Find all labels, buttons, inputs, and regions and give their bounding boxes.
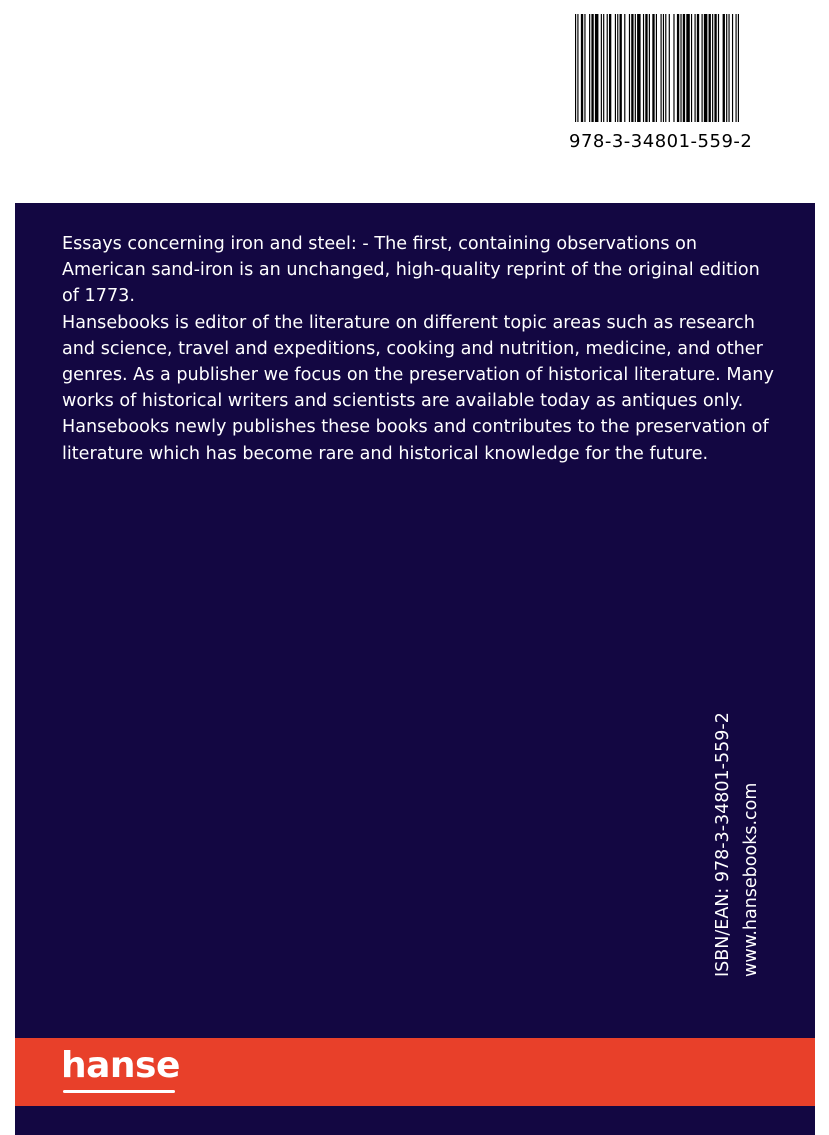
barcode-bar [581,14,583,122]
barcode-bar [718,14,719,122]
barcode-bars [575,14,739,122]
barcode-bar [575,14,576,122]
barcode-bar [656,14,657,122]
barcode-digits: 978-3-34801-559-2 [569,131,753,152]
barcode-bar [607,14,608,122]
barcode-bar [591,14,593,122]
barcode-bar [683,14,685,122]
barcode-bar [629,14,630,122]
barcode-bar [609,14,611,122]
barcode-bar [704,14,708,122]
barcode-bar [631,14,633,122]
barcode-bar [738,14,739,122]
barcode-bar [686,14,690,122]
barcode-bar [601,14,602,122]
barcode-bar [624,14,625,122]
barcode-bar [680,14,681,122]
barcode-bar [637,14,641,122]
barcode-bar [669,14,670,122]
publisher-band [15,1038,815,1106]
barcode-bar [595,14,599,122]
barcode-bar [645,14,647,122]
barcode-bar [712,14,713,122]
barcode-bar [643,14,644,122]
barcode-bar [673,14,674,122]
website-link: www.hansebooks.com [741,782,761,977]
barcode-bar [697,14,699,122]
barcode-bar [620,14,622,122]
barcode-bar [617,14,618,122]
isbn-barcode [569,14,753,154]
barcode-bar [735,14,736,122]
barcode-bar [709,14,711,122]
barcode-bar [649,14,650,122]
barcode-bar [577,14,578,122]
barcode-bar [677,14,679,122]
barcode-bar [732,14,733,122]
barcode-bar [584,14,585,122]
barcode-bar [714,14,716,122]
barcode-bar [694,14,695,122]
vertical-info [691,700,781,980]
book-description [62,231,782,467]
barcode-bar [665,14,666,122]
barcode-bar [615,14,616,122]
barcode-bar [726,14,727,122]
barcode-bar [691,14,692,122]
barcode-bar [661,14,662,122]
isbn-label: ISBN/EAN: 978-3-34801-559-2 [713,712,733,977]
barcode-bar [603,14,604,122]
cover-panel [15,203,815,1135]
barcode-bar [728,14,729,122]
description-paragraph: Essays concerning iron and steel: - The first, containing observations on American sand-iron is an unchanged, high-quality reprint of the original edition of 1773. [62,234,760,307]
barcode-bar [652,14,654,122]
barcode-bar [589,14,590,122]
hanse-logo: hanse [61,1045,180,1086]
barcode-bar [663,14,664,122]
description-paragraph: Hansebooks is editor of the literature on different topic areas such as research and science, travel and expeditions, cooking and nutrition, medicine, and other genres. As a publisher we focus on the preservation of historical literature. Many works of historical writers and scientists are available today as antiques only. Hansebooks newly publishes these books and contributes to the preservation of literature which has become rare and historical knowledge for the future. [62,312,774,464]
barcode-bar [702,14,703,122]
barcode-bar [723,14,725,122]
barcode-bar [635,14,636,122]
logo-underline [63,1090,175,1093]
